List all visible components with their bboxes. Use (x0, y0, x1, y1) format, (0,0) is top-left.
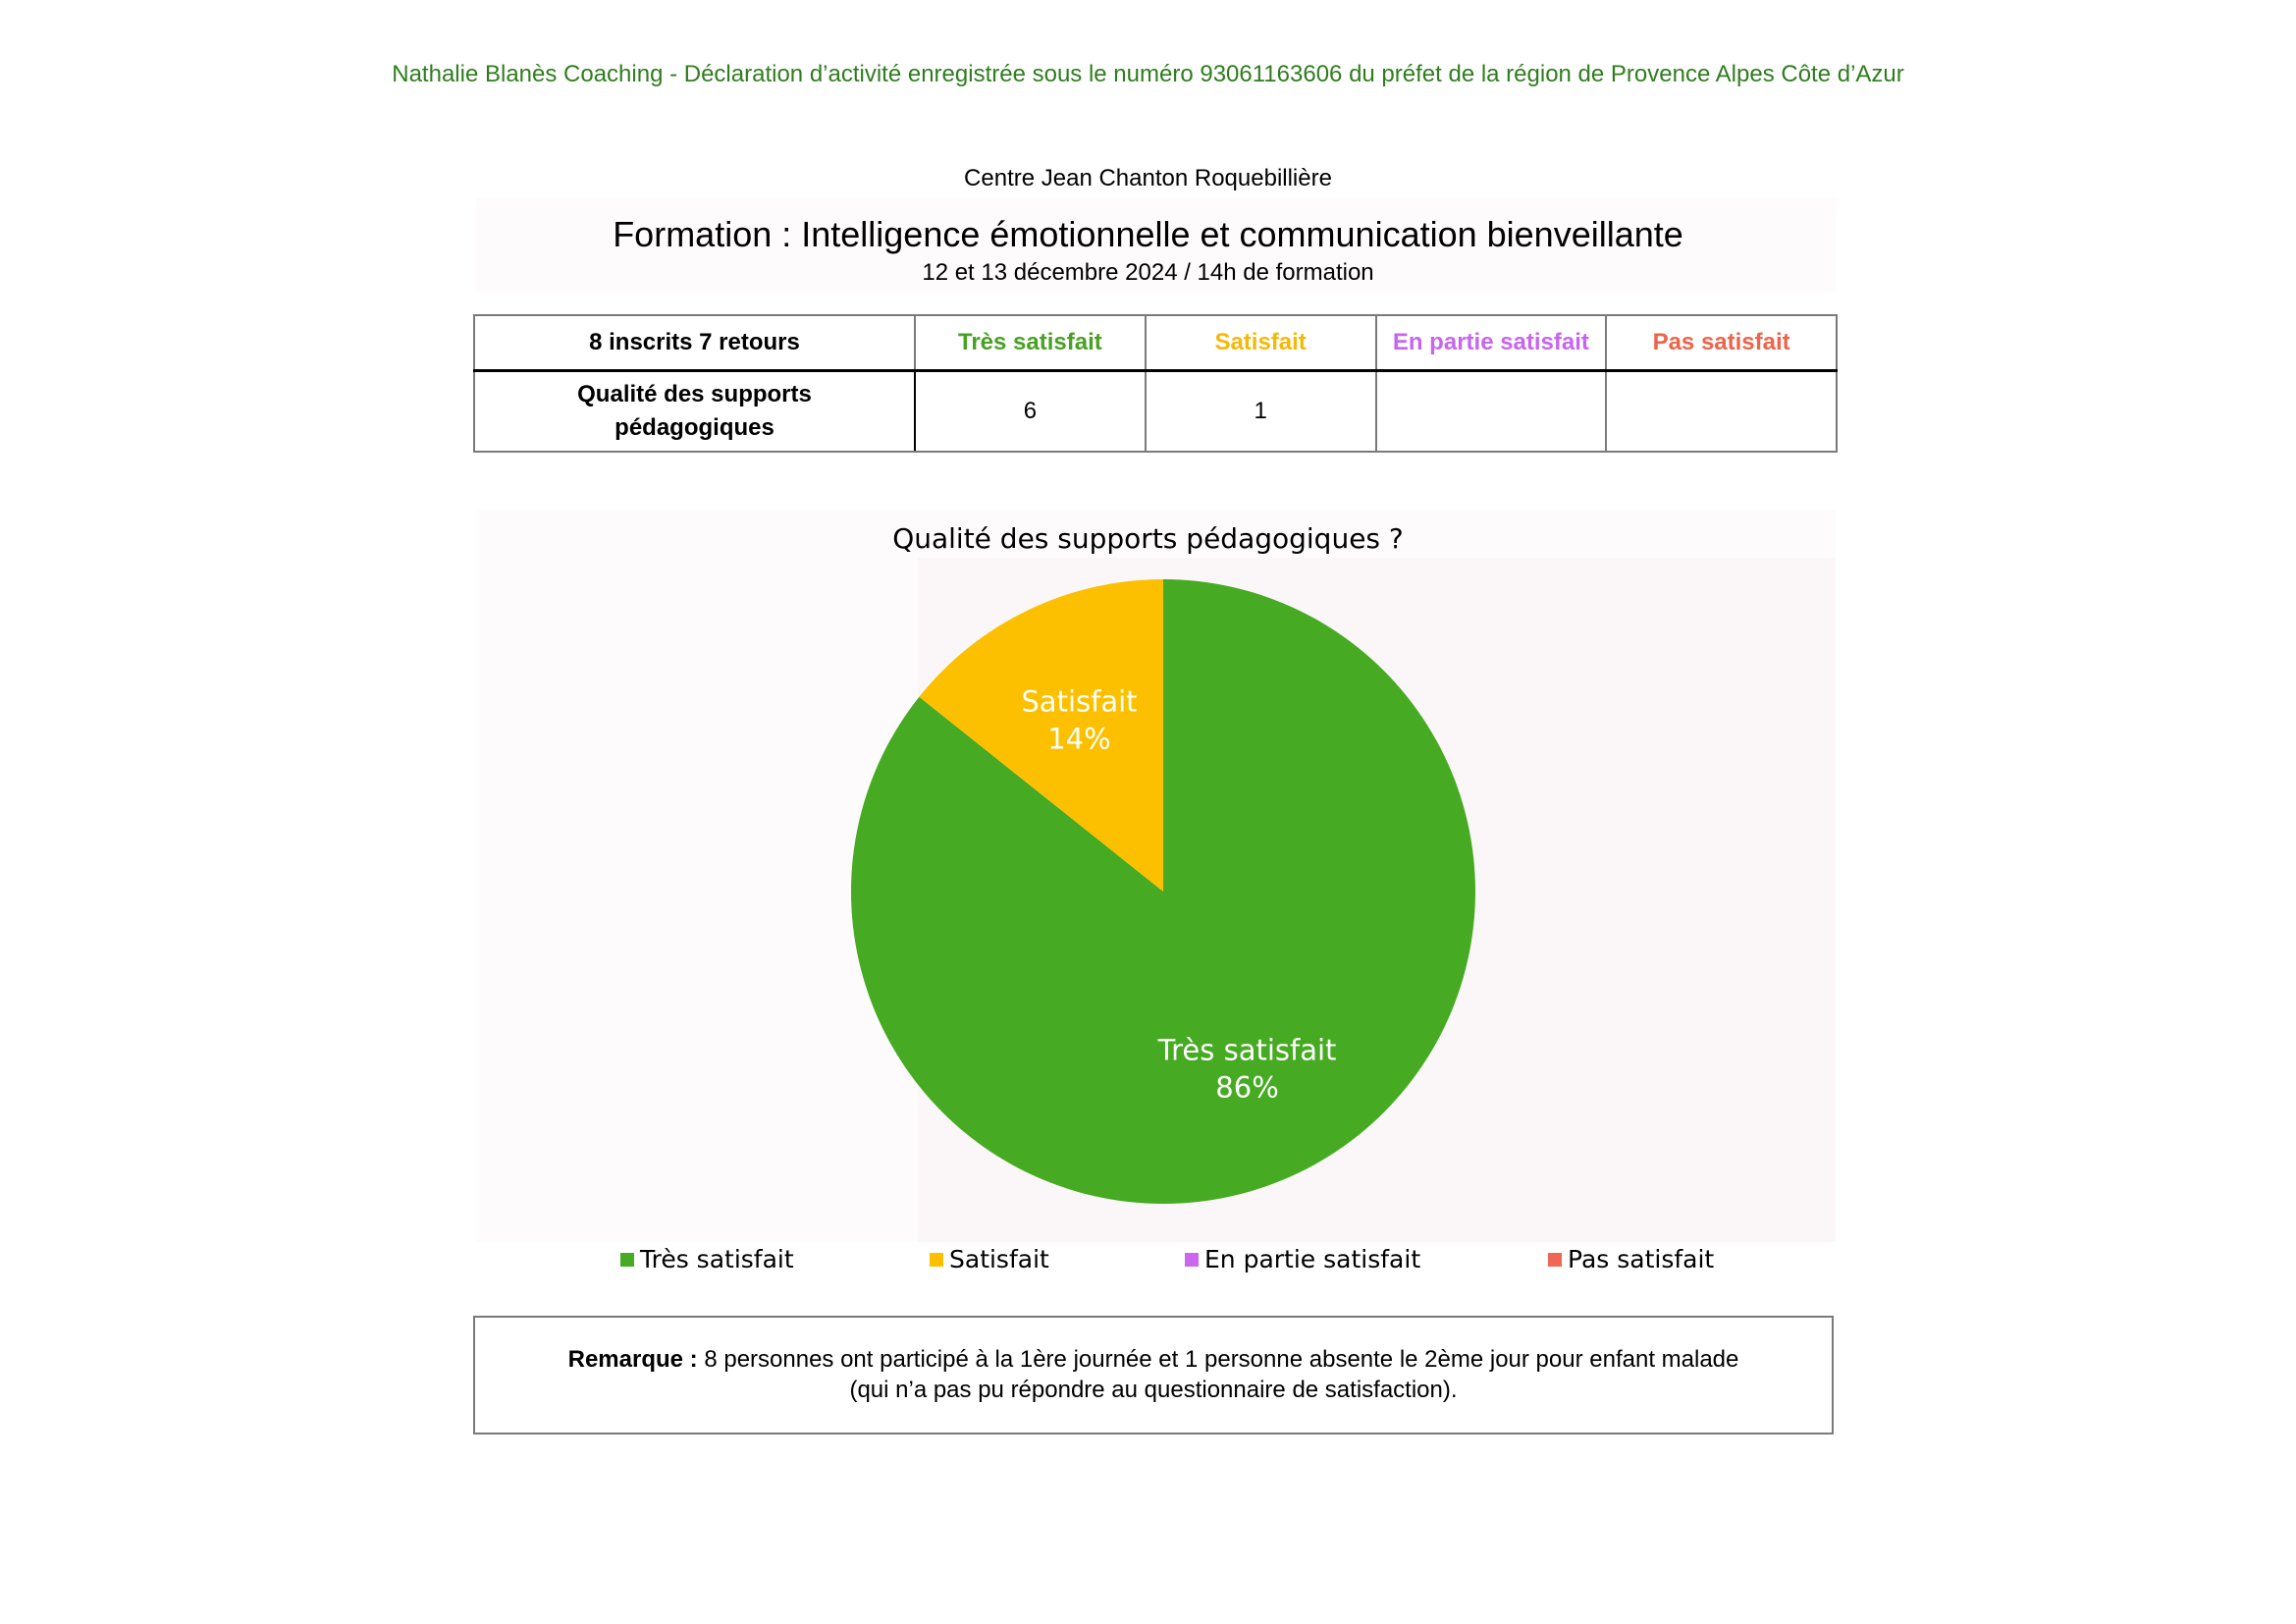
legend-label: Très satisfait (640, 1245, 794, 1273)
table-corner-header: 8 inscrits 7 retours (474, 315, 915, 371)
slice-label-percent: 86% (1215, 1070, 1279, 1105)
row-label-line-2: pédagogiques (614, 414, 774, 441)
chart-title: Qualité des supports pédagogiques ? (892, 522, 1404, 555)
remark-box (473, 1316, 1834, 1435)
header-satisfait: Satisfait (1146, 315, 1376, 371)
slice-label-name: Très satisfait (1157, 1033, 1337, 1067)
legend-swatch (1548, 1253, 1562, 1267)
centre-name: Centre Jean Chanton Roquebillière (964, 165, 1332, 191)
row-label-line-1: Qualité des supports (577, 381, 812, 407)
cell-tres-satisfait: 6 (915, 371, 1146, 453)
legend-swatch (620, 1253, 634, 1267)
remark-label: Remarque : (567, 1346, 698, 1373)
legend-label: Pas satisfait (1568, 1245, 1715, 1273)
formation-dates: 12 et 13 décembre 2024 / 14h de formation (922, 259, 1374, 286)
cell-satisfait: 1 (1146, 371, 1376, 453)
formation-title: Formation : Intelligence émotionnelle et communication bienveillante (613, 214, 1683, 254)
legend-label: Satisfait (949, 1245, 1049, 1273)
slice-label-percent: 14% (1047, 722, 1111, 756)
header-en-partie-satisfait: En partie satisfait (1376, 315, 1607, 371)
legend-item-satisfait (930, 1245, 1049, 1273)
legend-item-en-partie-satisfait (1185, 1245, 1420, 1273)
remark-text-line-2: (qui n’a pas pu répondre au questionnaire de satisfaction). (849, 1377, 1458, 1403)
legend-swatch (930, 1253, 943, 1267)
legend-item-très-satisfait (620, 1245, 794, 1273)
legend-item-pas-satisfait (1548, 1245, 1714, 1273)
legend-swatch (1185, 1253, 1199, 1267)
slice-label-name: Satisfait (1021, 684, 1138, 719)
legend-label: En partie satisfait (1204, 1245, 1421, 1273)
header-pas-satisfait: Pas satisfait (1606, 315, 1837, 371)
remark-text-line-1: 8 personnes ont participé à la 1ère journée et 1 personne absente le 2ème jour pour enfant malade (697, 1346, 1739, 1373)
header-tres-satisfait: Très satisfait (915, 315, 1146, 371)
chart-legend (0, 1245, 2296, 1280)
organization-declaration: Nathalie Blanès Coaching - Déclaration d’activité enregistrée sous le numéro 93061163606 du préfet de la région de Provence Alpes Côte d’Azur (392, 61, 1904, 87)
